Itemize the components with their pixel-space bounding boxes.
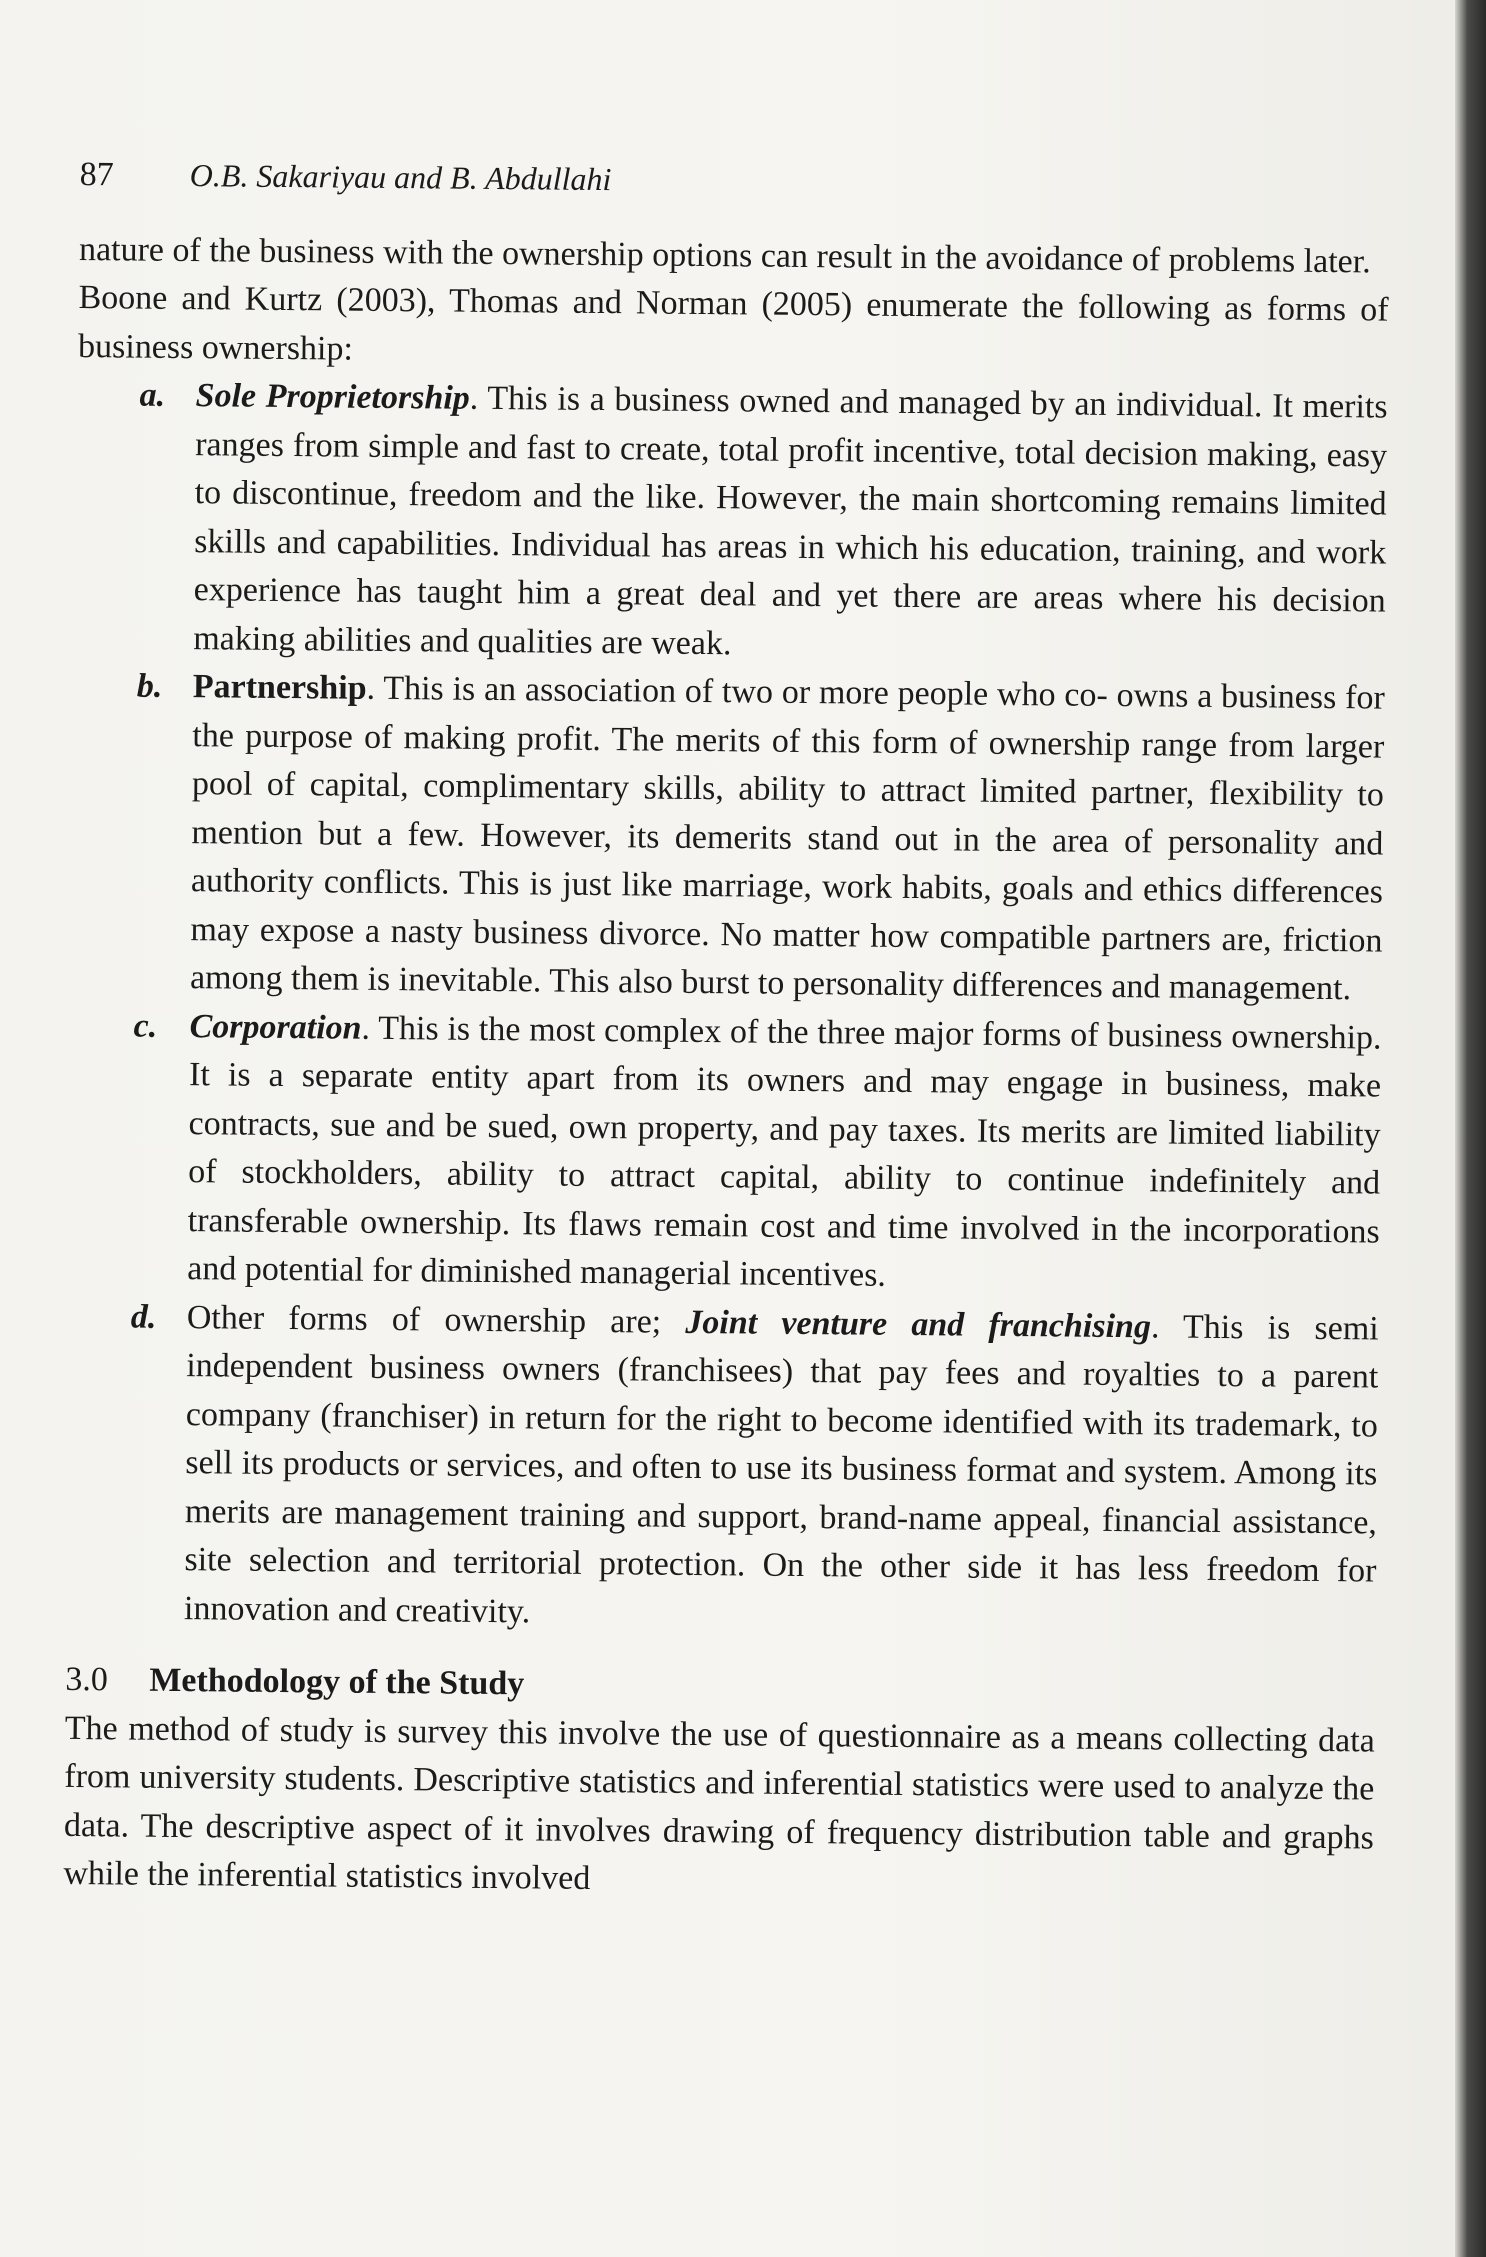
section-number: 3.0 <box>65 1660 108 1699</box>
term-joint-venture: Joint venture and franchising <box>685 1303 1152 1345</box>
list-item-partnership <box>72 662 1385 1014</box>
page-content <box>63 150 1390 1911</box>
term-partnership: Partnership <box>192 668 367 707</box>
section-title: Methodology of the Study <box>149 1661 525 1703</box>
list-item-corporation <box>69 1001 1382 1305</box>
list-marker: b. <box>136 667 163 705</box>
ownership-forms-list <box>66 371 1388 1645</box>
term-corporation: Corporation <box>189 1007 362 1047</box>
intro-continuation: nature of the business with the ownership options can result in the avoidance of problems later. <box>78 230 1371 280</box>
list-marker: c. <box>133 1007 158 1045</box>
list-item-sole-proprietorship <box>75 371 1388 675</box>
term-sole-proprietorship: Sole Proprietorship <box>195 377 470 417</box>
intro-lead-in: Boone and Kurtz (2003), Thomas and Norman (2005) enumerate the following as forms of business ownership: <box>77 278 1389 368</box>
list-marker: a. <box>139 376 166 414</box>
running-head-authors: O.B. Sakariyau and B. Abdullahi <box>189 157 612 198</box>
list-item-text: . This is an association of two or more people who co- owns a business for the purpose of making profit. The merits of this form of ownership range from larger pool of capital, complimentary skills, ability to attract limited partner, flexibility to mention but a few. However, its demerits stand out in the area of personality and authority conflicts. This is just like marriage, work habits, goals and ethics differences may expose a nasty business divorce. No matter how compatible partners are, friction among them is inevitable. This also burst to personality differences and management. <box>189 669 1385 1008</box>
list-item-text: . This is semi independent business owners (franchisees) that pay fees and royalties to a parent company (franchiser) in return for the right to become identified with its trademark, to sell its products or services, and often to use its business format and system. Among its merits are management training and support, brand-name appeal, financial assistance, site selection and territorial protection. On the other side it has less freedom for innovation and creativity. <box>183 1307 1379 1630</box>
list-item-text: . This is the most complex of the three major forms of business ownership. It is a separate entity apart from its owners and may engage in business, make contracts, sue and be sued, own property, and pay taxes. Its merits are limited liability of stockholders, ability to attract capital, ability to continue indefinitely and transferable ownership. Its flaws remain cost and time involved in the incorporations and potential for diminished managerial incentives. <box>187 1009 1382 1294</box>
list-item-joint-venture <box>66 1292 1379 1644</box>
running-header <box>80 150 1390 212</box>
list-marker: d. <box>130 1298 157 1336</box>
section-body: The method of study is survey this involve the use of questionnaire as a means collecting data from university students. Descriptive statistics and inferential statistics were used to analyze the data. The descriptive aspect of it involves drawing of frequency distribution table and graphs while the inferential statistics involved <box>63 1709 1375 1897</box>
list-item-text: . This is a business owned and managed by an individual. It merits ranges from simple and fast to create, total profit incentive, total decision making, easy to discontinue, freedom and the like. However, the main shortcoming remains limited skills and capabilities. Individual has areas in which his education, training, and work experience has taught him a great deal and yet there are areas where his decision making abilities and qualities are weak. <box>193 379 1388 662</box>
book-page-edge <box>1455 0 1486 2257</box>
page-number: 87 <box>79 155 114 194</box>
list-item-prefix: Other forms of ownership are; <box>186 1298 686 1341</box>
